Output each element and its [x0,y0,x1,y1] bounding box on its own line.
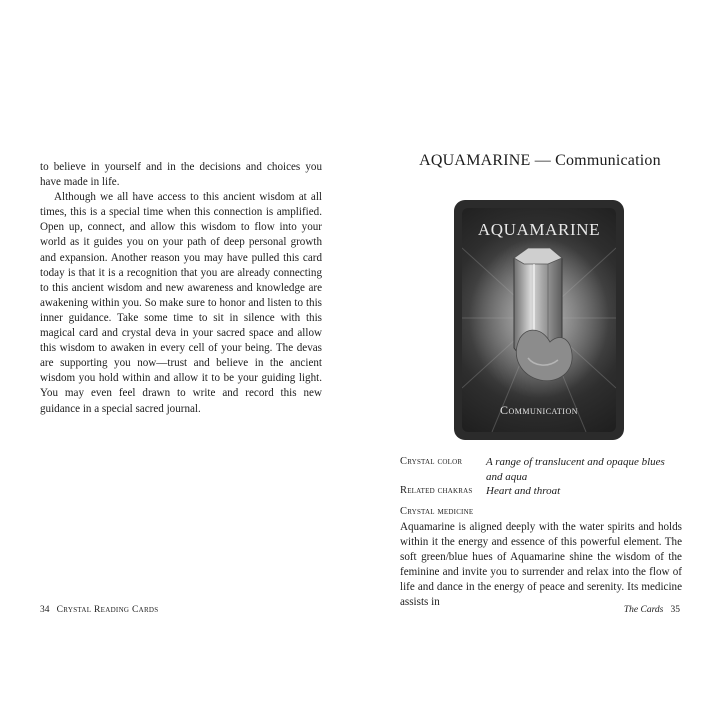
card-subtitle: Communication [499,403,579,417]
medicine-text: Aquamarine is aligned deeply with the water spirits and holds within it the energy and essence of this powerful element. The soft green/blue hues of Aquamarine shine the wisdom of the feminine and invite you to surrender and relax into the flow of life and dance in the energy of peace and serenity. Its medicine assists in [400,521,682,609]
crystal-illustration [462,208,616,432]
detail-value: A range of translucent and opaque blues and aqua [486,456,665,483]
left-footer [40,605,158,615]
running-title: The Cards [623,605,664,615]
card-heading: AQUAMARINE — Communication [419,152,661,169]
card-name: AQUAMARINE [477,220,601,239]
medicine-heading: Crystal medicine [400,506,474,517]
paragraph: to believe in yourself and in the decisions and choices you have made in life. [40,161,322,189]
detail-value: Heart and throat [486,485,561,497]
right-page [360,0,720,720]
page-number: 34 [40,605,50,615]
card-face [462,208,616,432]
page-number: 35 [670,605,680,615]
detail-label: Related chakras [400,485,473,496]
paragraph: Although we all have access to this ancient wisdom at all times, this is a special time when this connection is amplified. Open up, connect, and allow this wisdom to flow into your world as it guides you on your path of deep personal growth and expansion. Another reason you may have pulled this card today is that it is a recognition that you are already connecting to this ancient wisdom and new awareness and knowledge are awakening within you. So make sure to honor and listen to this inner guidance. Take some time to sit in silence with this magical card and crystal deva in your sacred space and allow this wisdom to awaken in every cell of your being. The devas are supporting you now—trust and believe in the ancient wisdom you hold within and allow it to be your guiding light. You may even feel drawn to write and record this new guidance in a special sacred journal. [40,191,322,415]
detail-label: Crystal color [400,456,463,467]
oracle-card [454,200,624,440]
running-title: Crystal Reading Cards [56,605,159,615]
right-footer [624,605,680,615]
left-body-text [40,160,322,417]
